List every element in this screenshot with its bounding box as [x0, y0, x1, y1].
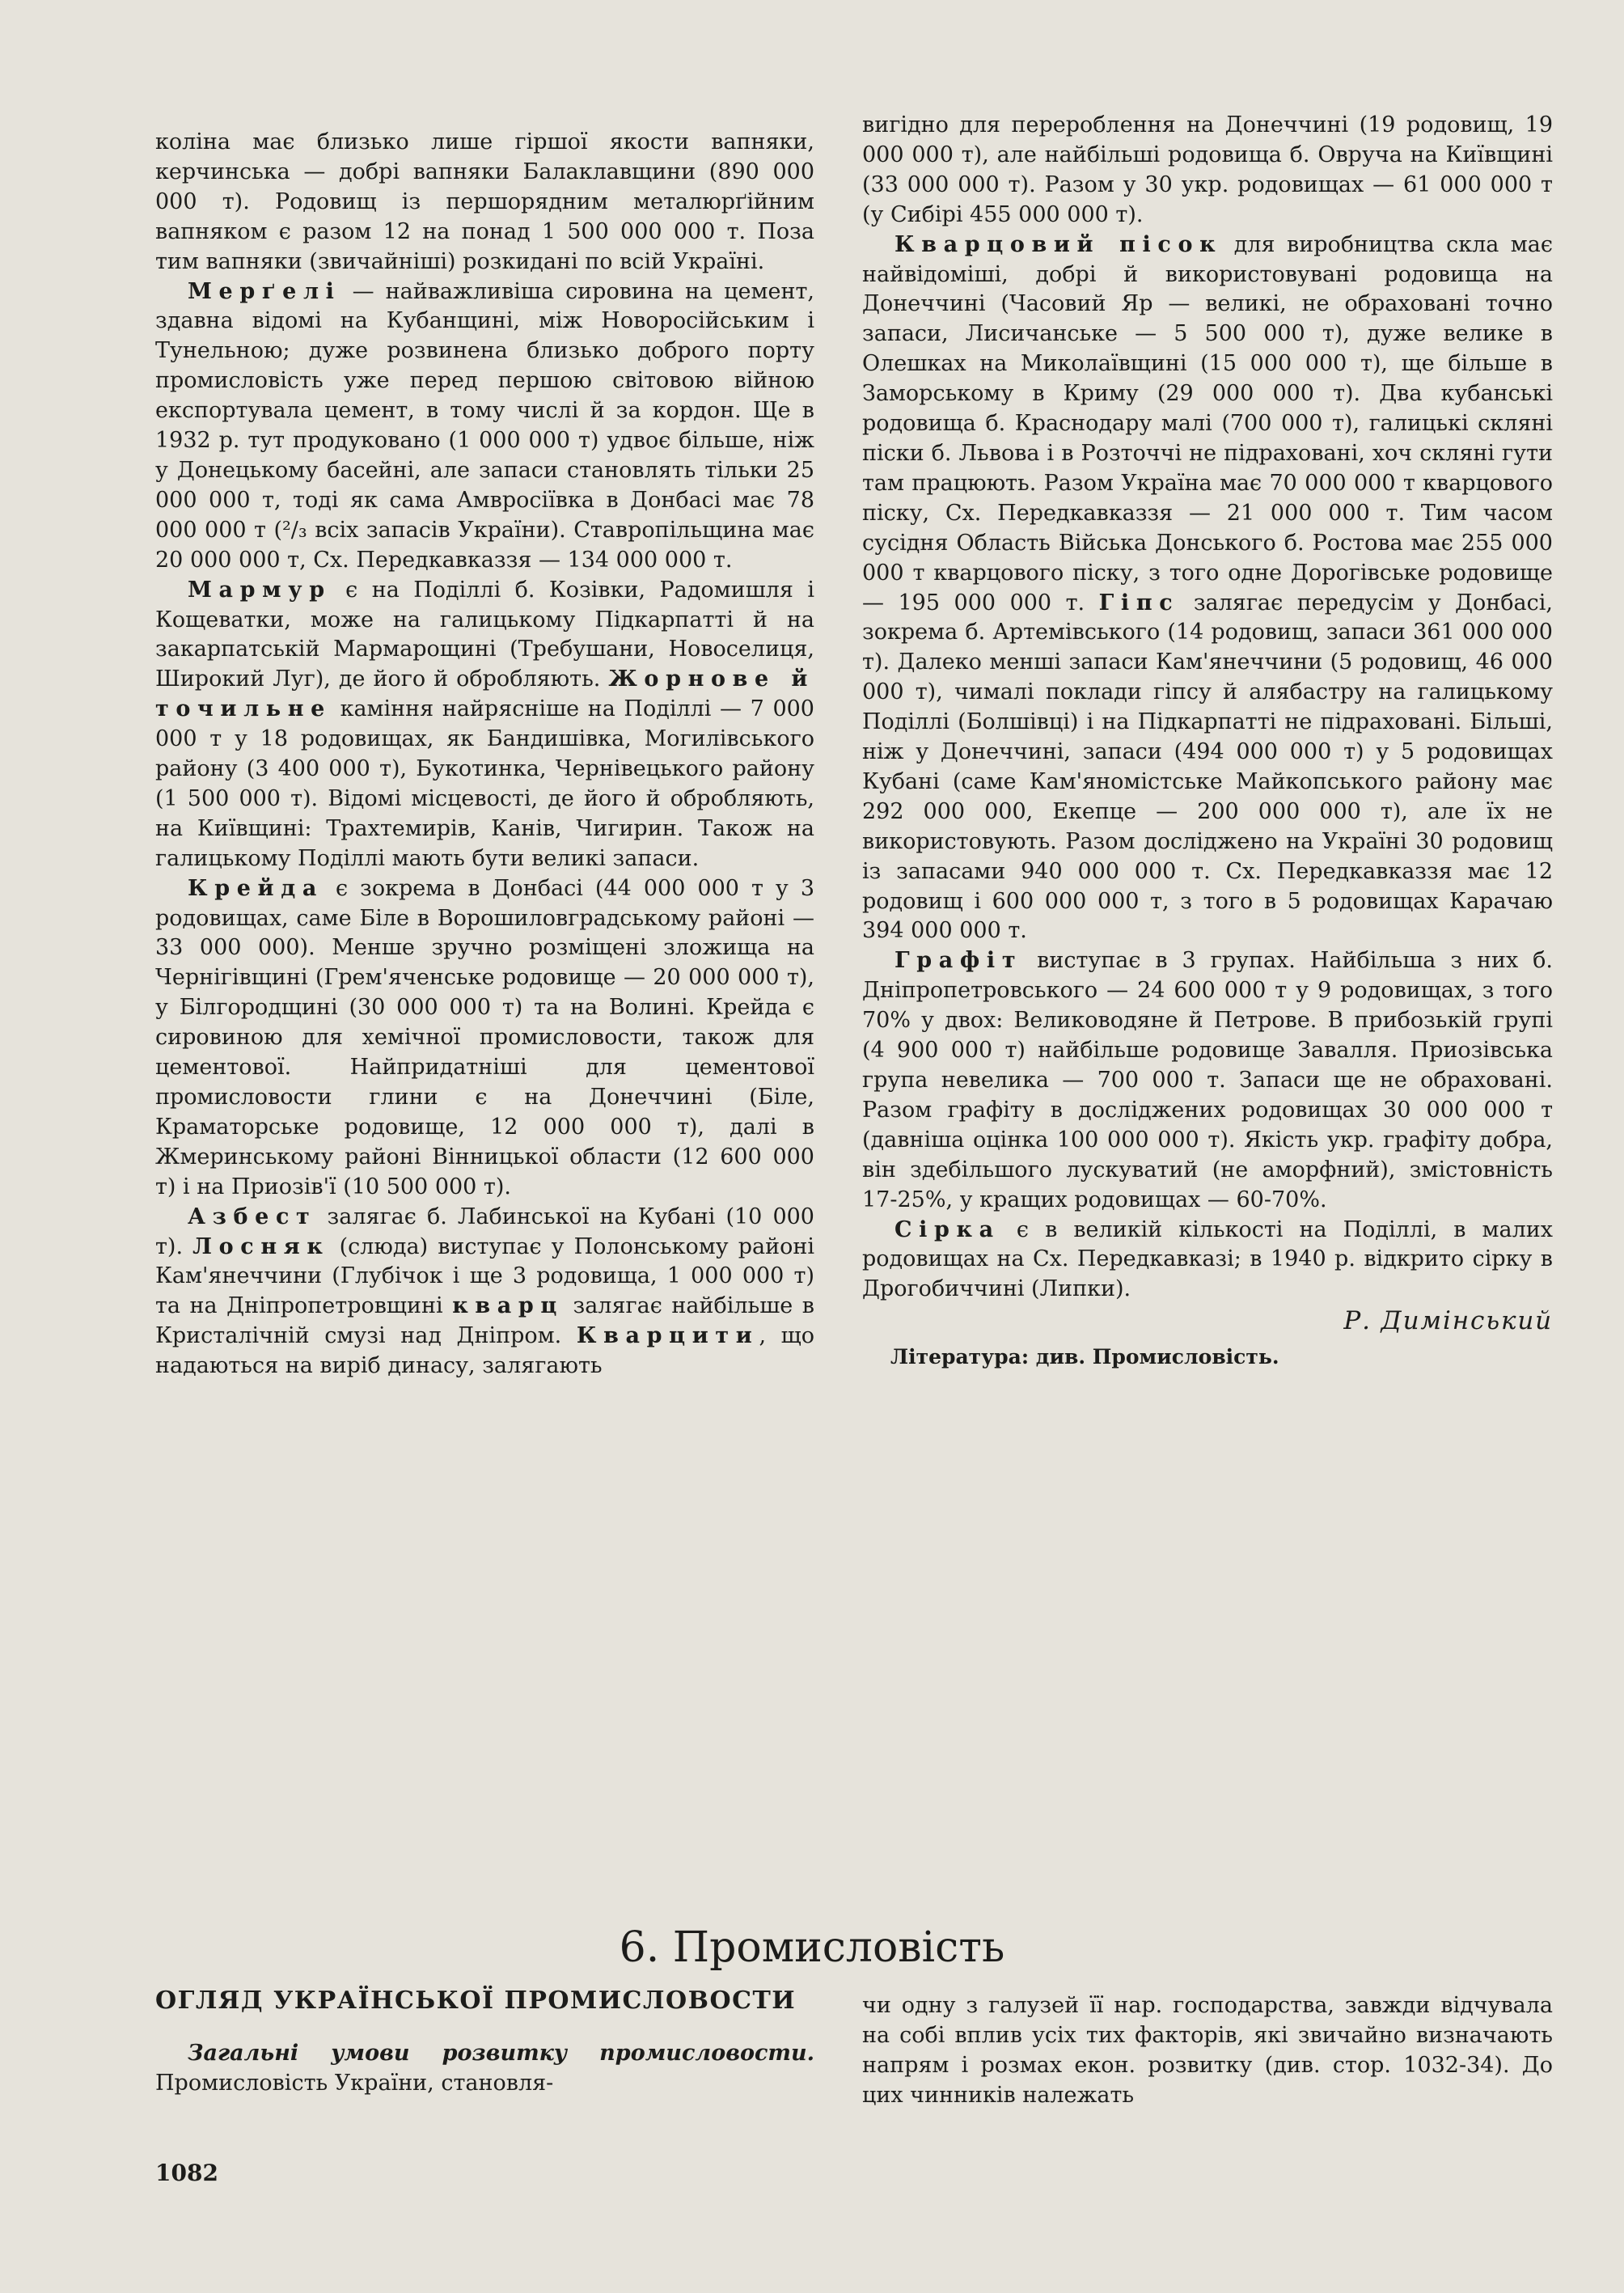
term: Азбест [188, 1204, 317, 1229]
term: Сірка [894, 1216, 1000, 1242]
paragraph: коліна має близько лише гіршої якости вапняки, керчинська — добрі вапняки Балаклавщини (890 000 000 т). Родовищ із першорядним металюрґійним вапняком є разом 12 на понад 1 500 000 000 т. Поза тим вапняки (звичайніші) розкидані по всій Україні. [155, 129, 814, 274]
section-title: 6. Промисловість [619, 1923, 1005, 1972]
paragraph-kvarts-pisok: Кварцовий пісок для виробництва скла має найвідоміші, добрі й використовувані родовища на Донеччині (Часовий Яр — великі, не обраховані точно запаси, Лисичанське — 5 500 000 т), дуже велике в Олешках на Миколаївщині (15 000 000 т), ще більше в Заморському в Криму (29 000 000 т). Два кубанські родовища б. Краснодару малі (700 000 т), галицькі скляні піски б. Львова і в Розточчі не підраховані, хоч скляні гути там працюють. Разом Україна має 70 000 000 т кварцового піску, Сх. Передкавказзя — 21 000 000 т. Тим часом сусідня Область Війська Донського б. Ростова має 255 000 000 т кварцового піску, з того одне Дорогівське родовище — 195 000 000 т. Гіпс залягає передусім у Донбасі, зокрема б. Артемівського (14 родовищ, запаси 361 000 000 т). Далеко менші запаси Кам'янеччини (5 родовищ, 46 000 000 т), чималі поклади гіпсу й алябастру на галицькому Поділлі (Болшівці) і на Підкарпатті не підраховані. Більші, ніж у Донеччині, запаси (494 000 000 т) у 5 родовищах Кубані (саме Кам'яномістське Майкопського району має 292 000 000, Екепце — 200 000 000 т), але їх не використовують. Разом досліджено на Україні 30 родовищ із запасами 940 000 000 т. Сх. Передкавказзя має 12 родовищ і 600 000 000 т, з того в 5 родовищах Карачаю 394 000 000 т. [862, 231, 1553, 944]
literature-reference: Література: див. Промисловість. [890, 1345, 1279, 1369]
term: Графіт [894, 948, 1023, 974]
term: Гіпс [1098, 590, 1180, 616]
term: Лосняк [192, 1233, 330, 1259]
term: Мерґелі [188, 278, 341, 304]
paragraph-mergeli: Мерґелі — найважливіша сировина на цемент, здавна відомі на Кубанщині, між Новоросійським і Тунельною; дуже розвинена близько доброго порту промисловість уже перед першою світовою війною експортувала цемент, в тому числі й за кордон. Ще в 1932 р. тут продуковано (1 000 000 т) удвоє більше, ніж у Донецькому басейні, але запаси становлять тільки 25 000 000 т, тоді як сама Амвросіївка в Донбасі має 78 000 000 т (²/₃ всіх запасів України). Ставропільщина має 20 000 000 т, Сх. Передкавказзя — 134 000 000 т. [155, 278, 814, 573]
term: Кварцити [576, 1323, 759, 1349]
paragraph-grafit: Графіт виступає в 3 групах. Найбільша з них б. Дніпропетровського — 24 600 000 т у 9 родовищах, з того 70% у двох: Велиководяне й Петрове. В прибозькій групі (4 900 000 т) найбільше родовище Завалля. Приозівська група невелика — 700 000 т. Запаси ще не обраховані. Разом графіту в досліджених родовищах 30 000 000 т (давніша оцінка 100 000 000 т). Якість укр. графіту добра, він здебільшого лускуватий (не аморфний), змістовність 17-25%, у кращих родовищах — 60-70%. [862, 948, 1553, 1212]
term: Мармур [188, 577, 332, 603]
paragraph: вигідно для перероблення на Донеччині (19 родовищ, 19 000 000 т), але найбільші родовища б. Овруча на Київщині (33 000 000 т). Разом у 30 укр. родовищах — 61 000 000 т (у Сибірі 455 000 000 т). [862, 112, 1553, 227]
paragraph-sirka: Сірка є в великій кількості на Поділлі, в малих родовищах на Сх. Передкавказі; в 1940 р. відкрито сірку в Дрогобиччині (Липки). [862, 1216, 1553, 1302]
page-number: 1082 [155, 2160, 218, 2186]
term: Жорнове й точильне [155, 666, 814, 722]
subheading: ОГЛЯД УКРАЇНСЬКОЇ ПРОМИСЛОВОСТИ [155, 1986, 797, 2015]
left-column-bottom [155, 1986, 814, 2099]
left-column-top [155, 128, 814, 1381]
paragraph-azbest: Азбест залягає б. Лабинської на Кубані (10 000 т). Лосняк (слюда) виступає у Полонському районі Кам'янеччини (Глубічок і ще 3 родовища, 1 000 000 т) та на Дніпропетровщині кварц залягає найбільше в Кристалічній смузі над Дніпром. Кварцити, що надаються на виріб динасу, залягають [155, 1204, 815, 1379]
right-column-top [862, 111, 1553, 1373]
right-column-bottom [862, 1991, 1553, 2111]
paragraph-heading: Загальні умови розвитку промисловости. [188, 2041, 814, 2066]
paragraph: чи одну з галузей її нар. господарства, завжди відчувала на собі вплив усіх тих факторів, які звичайно визначають напрям і розмах екон. розвитку (див. стор. 1032-34). До цих чинників належать [862, 1993, 1553, 2108]
term: Крейда [188, 875, 324, 901]
author-signature: Р. Димінський [1343, 1306, 1553, 1336]
paragraph-marmur: Мармур є на Поділлі б. Козівки, Радомишля і Кощеватки, може на галицькому Підкарпатті й на закарпатській Мармарощині (Требушани, Новоселиця, Широкий Луг), де його й обробляють. Жорнове й точильне каміння найрясніше на Поділлі — 7 000 000 т у 18 родовищах, як Бандишівка, Могилівського району (3 400 000 т), Букотинка, Чернівецького району (1 500 000 т). Відомі місцевості, де його й обробляють, на Київщині: Трахтемирів, Канів, Чигирин. Також на галицькому Поділлі мають бути великі запаси. [155, 577, 814, 871]
paragraph-kreida: Крейда є зокрема в Донбасі (44 000 000 т у 3 родовищах, саме Біле в Ворошиловградському районі — 33 000 000). Менше зручно розміщені зложища на Чернігівщині (Грем'яченське родовище — 20 000 000 т), у Білгородщині (30 000 000 т) та на Волині. Крейда є сировиною для хемічної промисловости, також для цементової. Найпридатніші для цементової промисловости глини є на Донеччині (Біле, Краматорське родовище, 12 000 000 т), далі в Жмеринському районі Вінницької области (12 600 000 т) і на Приозів'ї (10 500 000 т). [155, 875, 814, 1199]
term: кварц [452, 1293, 564, 1319]
paragraph-intro: Загальні умови розвитку промисловости. Промисловість України, становля- [155, 2041, 814, 2096]
term: Кварцовий пісок [894, 231, 1223, 257]
